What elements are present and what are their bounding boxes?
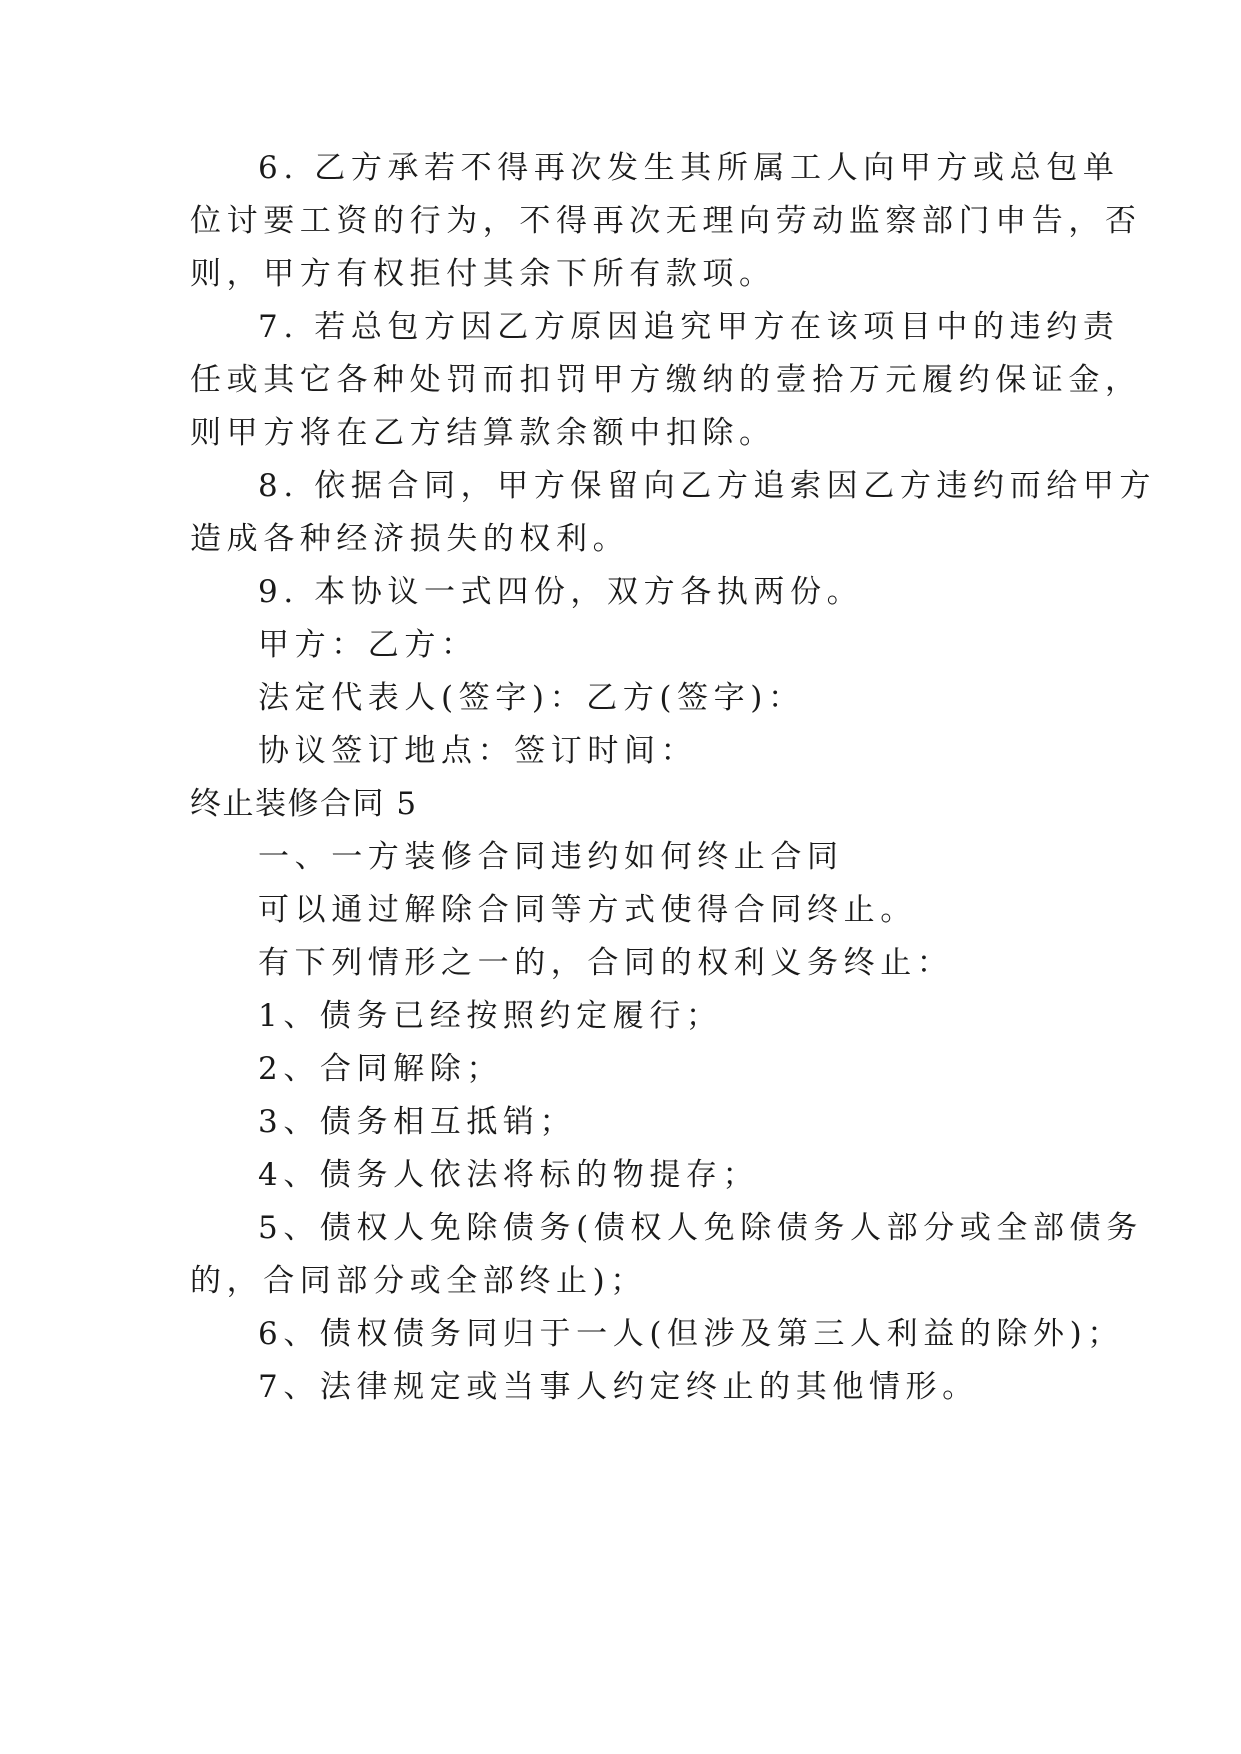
signing-place-time-line: 协议签订地点：签订时间： xyxy=(258,733,698,769)
section-paragraph: 可以通过解除合同等方式使得合同终止。 xyxy=(258,892,917,928)
clause-8-line-1: 8. 依据合同，甲方保留向乙方追索因乙方违约而给甲方 xyxy=(258,468,1157,504)
list-item: 3、债务相互抵销； xyxy=(258,1104,577,1140)
clause-6-line-2: 位讨要工资的行为，不得再次无理向劳动监察部门申告，否 xyxy=(190,203,1142,239)
list-item: 5、债权人免除债务(债权人免除债务人部分或全部债务 xyxy=(258,1210,1143,1246)
representative-signature-line: 法定代表人(签字)：乙方(签字)： xyxy=(258,680,805,716)
clause-7-line-1: 7. 若总包方因乙方原因追究甲方在该项目中的违约责 xyxy=(258,309,1120,345)
list-item-continuation: 的，合同部分或全部终止)； xyxy=(190,1263,647,1299)
party-line: 甲方：乙方： xyxy=(258,627,478,663)
clause-8-line-2: 造成各种经济损失的权利。 xyxy=(190,521,630,557)
list-item: 1、债务已经按照约定履行； xyxy=(258,998,723,1034)
list-item: 2、合同解除； xyxy=(258,1051,503,1087)
clause-7-line-3: 则甲方将在乙方结算款余额中扣除。 xyxy=(190,415,776,451)
section-title: 终止装修合同 5 xyxy=(190,786,418,822)
clause-9: 9. 本协议一式四份，双方各执两份。 xyxy=(258,574,864,610)
section-subtitle: 一、一方装修合同违约如何终止合同 xyxy=(258,839,844,875)
list-item: 6、债权债务同归于一人(但涉及第三人利益的除外)； xyxy=(258,1316,1124,1352)
clause-6-line-3: 则，甲方有权拒付其余下所有款项。 xyxy=(190,256,776,292)
list-item: 4、债务人依法将标的物提存； xyxy=(258,1157,760,1193)
clause-7-line-2: 任或其它各种处罚而扣罚甲方缴纳的壹拾万元履约保证金， xyxy=(190,362,1142,398)
section-paragraph: 有下列情形之一的，合同的权利义务终止： xyxy=(258,945,954,981)
list-item: 7、法律规定或当事人约定终止的其他情形。 xyxy=(258,1369,979,1405)
clause-6-line-1: 6. 乙方承若不得再次发生其所属工人向甲方或总包单 xyxy=(258,150,1120,186)
